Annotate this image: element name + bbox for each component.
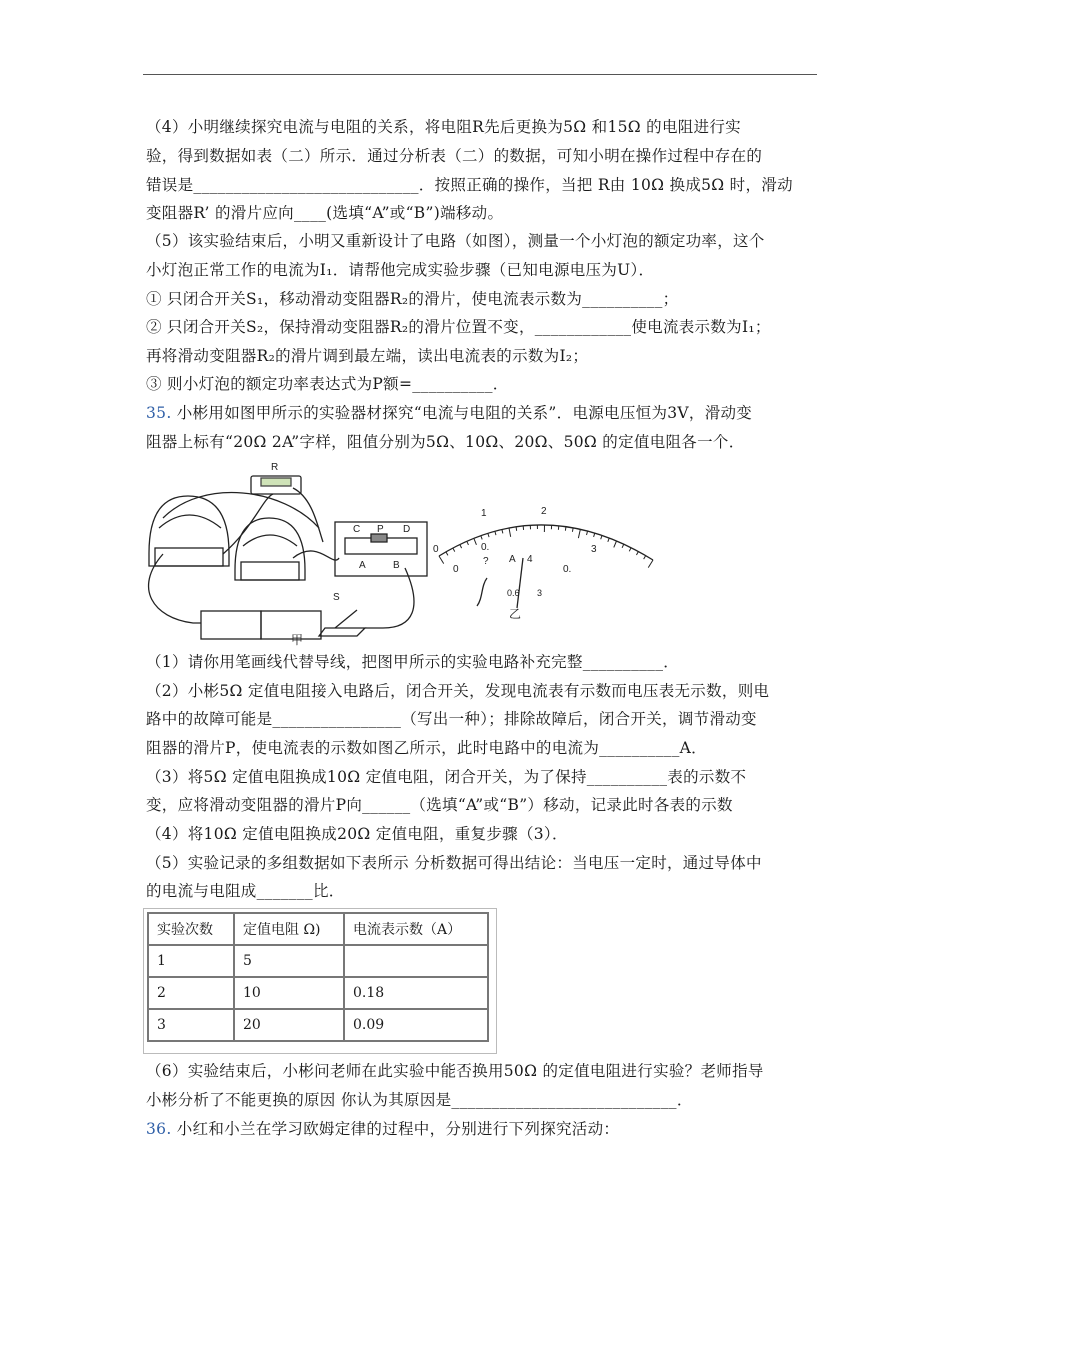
text-line: （4）小明继续探究电流与电阻的关系，将电阻R先后更换为5Ω 和15Ω 的电阻进行实 bbox=[146, 118, 741, 136]
question-number: 35. bbox=[146, 404, 172, 422]
dial-tick bbox=[488, 533, 489, 537]
terminal-0-6: 0.6 bbox=[507, 588, 520, 598]
text-line: 路中的故障可能是________________（写出一种）；排除故障后，闭合开关，调节滑动变 bbox=[146, 710, 757, 728]
ammeter-dial-arc bbox=[439, 525, 653, 560]
text-line: 变，应将滑动变阻器的滑片P向______（选填“A”或“B”）移动，记录此时各表的示数 bbox=[146, 796, 733, 814]
dial-tick bbox=[453, 548, 455, 552]
text-line: 阻器的滑片P，使电流表的示数如图乙所示，此时电路中的电流为__________A． bbox=[146, 739, 707, 757]
dial-lower-right: 0. bbox=[563, 564, 572, 575]
dial-left-zero: 0 bbox=[433, 544, 439, 555]
ammeter bbox=[235, 518, 305, 580]
text-line: （5）实验记录的多组数据如下表所示 分析数据可得出结论：当电压一定时，通过导体中 bbox=[146, 854, 762, 872]
question-35-line2: 阻器上标有“20Ω 2A”字样，阻值分别为5Ω、10Ω、20Ω、50Ω 的定值电阻各一个． bbox=[146, 433, 745, 451]
dial-upper-2: 2 bbox=[541, 506, 547, 517]
text-line: 小彬分析了不能更换的原因 你认为其原因是____________________________． bbox=[146, 1091, 693, 1109]
text-line: （6）实验结束后，小彬问老师在此实验中能否换用50Ω 的定值电阻进行实验？老师指导 bbox=[146, 1062, 764, 1080]
text-line: 再将滑动变阻器R₂的滑片调到最左端，读出电流表的示数为I₂； bbox=[146, 347, 589, 365]
rheostat-c: C bbox=[353, 524, 361, 535]
table-row bbox=[148, 945, 488, 977]
rheostat-b: B bbox=[393, 560, 400, 571]
dial-four: 4 bbox=[527, 554, 533, 565]
table-cell: 3 bbox=[148, 1009, 234, 1041]
text-line: （4）将10Ω 定值电阻换成20Ω 定值电阻，重复步骤（3）． bbox=[146, 825, 568, 843]
dial-tick bbox=[439, 556, 444, 564]
dial-center-a: A bbox=[509, 554, 516, 565]
dial-tick bbox=[594, 533, 595, 537]
label-s: S bbox=[333, 592, 340, 603]
dial-question: ? bbox=[483, 556, 489, 567]
dial-tick bbox=[467, 541, 469, 545]
dial-lower-0: 0 bbox=[453, 564, 459, 575]
terminal-3: 3 bbox=[537, 588, 543, 598]
dial-tick bbox=[565, 527, 566, 531]
table-header-cell: 定值电阻 Ω) bbox=[234, 913, 344, 945]
text-line: 验，得到数据如表（二）所示．通过分析表（二）的数据，可知小明在操作过程中存在的 bbox=[146, 147, 763, 165]
table-cell: 10 bbox=[234, 977, 344, 1009]
dial-tick bbox=[474, 538, 477, 544]
table-row bbox=[148, 977, 488, 1009]
question-36-line bbox=[146, 1118, 619, 1140]
dial-tick bbox=[587, 531, 588, 535]
label-jia: 甲 bbox=[291, 633, 304, 647]
dial-lower-mid: 0. bbox=[481, 542, 490, 553]
dial-tick bbox=[460, 545, 462, 549]
rheostat-a: A bbox=[359, 560, 366, 571]
question-text: 小彬用如图甲所示的实验器材探究“电流与电阻的关系”．电源电压恒为3V，滑动变 bbox=[176, 404, 753, 422]
table-cell bbox=[344, 945, 488, 977]
text-line: （1）请你用笔画线代替导线，把图甲所示的实验电路补充完整__________． bbox=[146, 653, 680, 671]
table-header-cell: 实验次数 bbox=[148, 913, 234, 945]
text-line: 的电流与电阻成_______比． bbox=[146, 882, 345, 900]
text-line: ① 只闭合开关S₁，移动滑动变阻器R₂的滑片，使电流表示数为__________； bbox=[146, 290, 679, 308]
question-text: 小红和小兰在学习欧姆定律的过程中，分别进行下列探究活动： bbox=[176, 1120, 620, 1138]
table-row bbox=[148, 1009, 488, 1041]
dial-tick bbox=[481, 536, 482, 540]
table-cell: 1 bbox=[148, 945, 234, 977]
table-cell: 5 bbox=[234, 945, 344, 977]
dial-tick bbox=[644, 556, 646, 559]
table-header-row bbox=[148, 913, 488, 945]
dial-upper-1: 1 bbox=[481, 508, 487, 519]
table-header-cell: 电流表示数（A） bbox=[344, 913, 488, 945]
data-table bbox=[147, 912, 489, 1042]
dial-tick bbox=[608, 538, 609, 542]
rheostat-d: D bbox=[403, 524, 411, 535]
dial-tick bbox=[648, 560, 653, 568]
text-line: ② 只闭合开关S₂，保持滑动变阻器R₂的滑片位置不变，____________使电流表示数为I₁； bbox=[146, 318, 771, 336]
header-rule bbox=[143, 74, 817, 75]
text-line: （3）将5Ω 定值电阻换成10Ω 定值电阻，闭合开关，为了保持__________表的示数不 bbox=[146, 768, 747, 786]
dial-tick bbox=[446, 552, 448, 555]
dial-tick bbox=[622, 544, 624, 548]
text-line: ③ 则小灯泡的额定功率表达式为P额=__________． bbox=[146, 375, 509, 393]
switch bbox=[319, 628, 365, 636]
table-cell: 0.09 bbox=[344, 1009, 488, 1041]
rheostat-p: P bbox=[377, 524, 384, 535]
dial-tick bbox=[516, 527, 517, 531]
dial-upper-3: 3 bbox=[591, 544, 597, 555]
text-line: （2）小彬5Ω 定值电阻接入电路后，闭合开关，发现电流表有示数而电压表无示数，则电 bbox=[146, 682, 770, 700]
dial-tick bbox=[502, 529, 503, 533]
circuit-figure bbox=[143, 458, 663, 648]
battery bbox=[201, 611, 261, 639]
text-line: 变阻器R’ 的滑片应向____(选填“A”或“B”)端移动。 bbox=[146, 204, 504, 222]
dial-tick bbox=[572, 528, 573, 532]
table-cell: 20 bbox=[234, 1009, 344, 1041]
dial-tick bbox=[614, 541, 617, 547]
text-line: （5）该实验结束后，小明又重新设计了电路（如图），测量一个小灯泡的额定功率，这个 bbox=[146, 232, 765, 250]
dial-tick bbox=[636, 552, 638, 556]
question-35-line1 bbox=[146, 402, 752, 424]
text-line: 小灯泡正常工作的电流为I₁．请帮他完成实验步骤（已知电源电压为U）． bbox=[146, 261, 655, 279]
text-line: 错误是____________________________．按照正确的操作，当把 R由 10Ω 换成5Ω 时，滑动 bbox=[146, 176, 793, 194]
label-yi: 乙 bbox=[509, 607, 522, 621]
dial-tick bbox=[578, 529, 580, 538]
table-cell: 2 bbox=[148, 977, 234, 1009]
dial-tick bbox=[629, 548, 631, 552]
dial-tick bbox=[601, 535, 602, 539]
label-r: R bbox=[271, 462, 279, 473]
table-cell: 0.18 bbox=[344, 977, 488, 1009]
question-number: 36. bbox=[146, 1120, 172, 1138]
dial-tick bbox=[495, 531, 496, 535]
dial-tick bbox=[509, 528, 511, 537]
